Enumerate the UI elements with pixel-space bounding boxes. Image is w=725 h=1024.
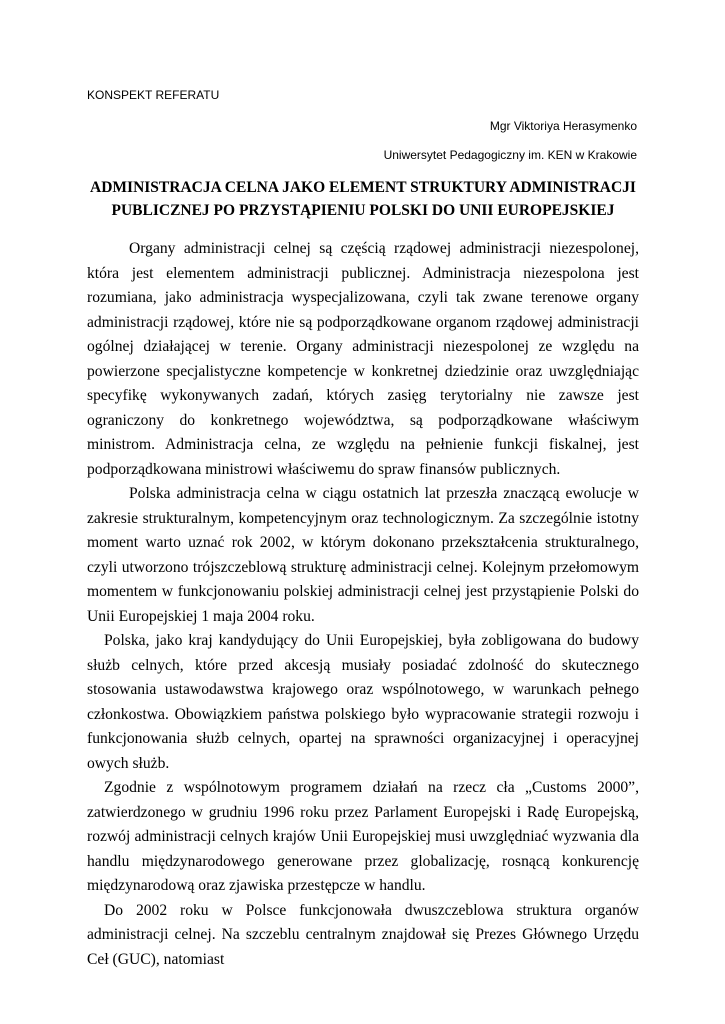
body-paragraph: Do 2002 roku w Polsce funkcjonowała dwuszczeblowa struktura organów administracji celnej. Na szczeblu centralnym znajdował się Prezes Głównego Urzędu Ceł (GUC), natomiast [87, 901, 639, 968]
body-paragraph: Polska administracja celna w ciągu ostatnich lat przeszła znaczącą ewolucje w zakresie strukturalnym, kompetencyjnym oraz technologicznym. Za szczególnie istotny moment warto uznać rok 2002, w którym dokonano przekształcenia strukturalnego, czyli utworzono trójszczeblową strukturę administracji celnej. Kolejnym przełomowym momentem w funkcjonowaniu polskiej administracji celnej jest przystąpienie Polski do Unii Europejskiej 1 maja 2004 roku. [87, 485, 639, 625]
document-type-label: KONSPEKT REFERATU [87, 88, 220, 102]
document-body [87, 237, 639, 972]
author-affiliation: Uniwersytet Pedagogiczny im. KEN w Krakowie [383, 148, 637, 162]
body-paragraph: Organy administracji celnej są częścią rządowej administracji niezespolonej, która jest elementem administracji publicznej. Administracja niezespolona jest rozumiana, jako administracja wyspecjalizowana, czyli tak zwane terenowe organy administracji rządowej, które nie są podporządkowane organom rządowej administracji ogólnej działającej w terenie. Organy administracji niezespolonej ze względu na powierzone specjalistyczne kompetencje w konkretnej dziedzinie oraz uwzględniając specyfikę wykonywanych zadań, których zasięg terytorialny nie zawsze jest ograniczony do konkretnego województwa, są podporządkowane właściwym ministrom. Administracja celna, ze względu na pełnienie funkcji fiskalnej, jest podporządkowana ministrowi właściwemu do spraw finansów publicznych. [87, 240, 639, 478]
author-name: Mgr Viktoriya Herasymenko [489, 119, 637, 133]
body-paragraph: Zgodnie z wspólnotowym programem działań na rzecz cła „Customs 2000”, zatwierdzonego w grudniu 1996 roku przez Parlament Europejski i Radę Europejską, rozwój administracji celnych krajów Unii Europejskiej musi uwzględniać wyzwania dla handlu międzynarodowego generowane przez globalizację, rosnącą konkurencję międzynarodową oraz zjawiska przestępcze w handlu. [87, 779, 639, 894]
document-title: ADMINISTRACJA CELNA JAKO ELEMENT STRUKTURY ADMINISTRACJI PUBLICZNEJ PO PRZYSTĄPIENIU POLSKI DO UNII EUROPEJSKIEJ [90, 179, 636, 219]
body-paragraph: Polska, jako kraj kandydujący do Unii Europejskiej, była zobligowana do budowy służb celnych, które przed akcesją musiały posiadać zdolność do skutecznego stosowania ustawodawstwa krajowego oraz wspólnotowego, w warunkach pełnego członkostwa. Obowiązkiem państwa polskiego było wypracowanie strategii rozwoju i funkcjonowania służb celnych, opartej na sprawności organizacyjnej i operacyjnej owych służb. [87, 632, 639, 772]
